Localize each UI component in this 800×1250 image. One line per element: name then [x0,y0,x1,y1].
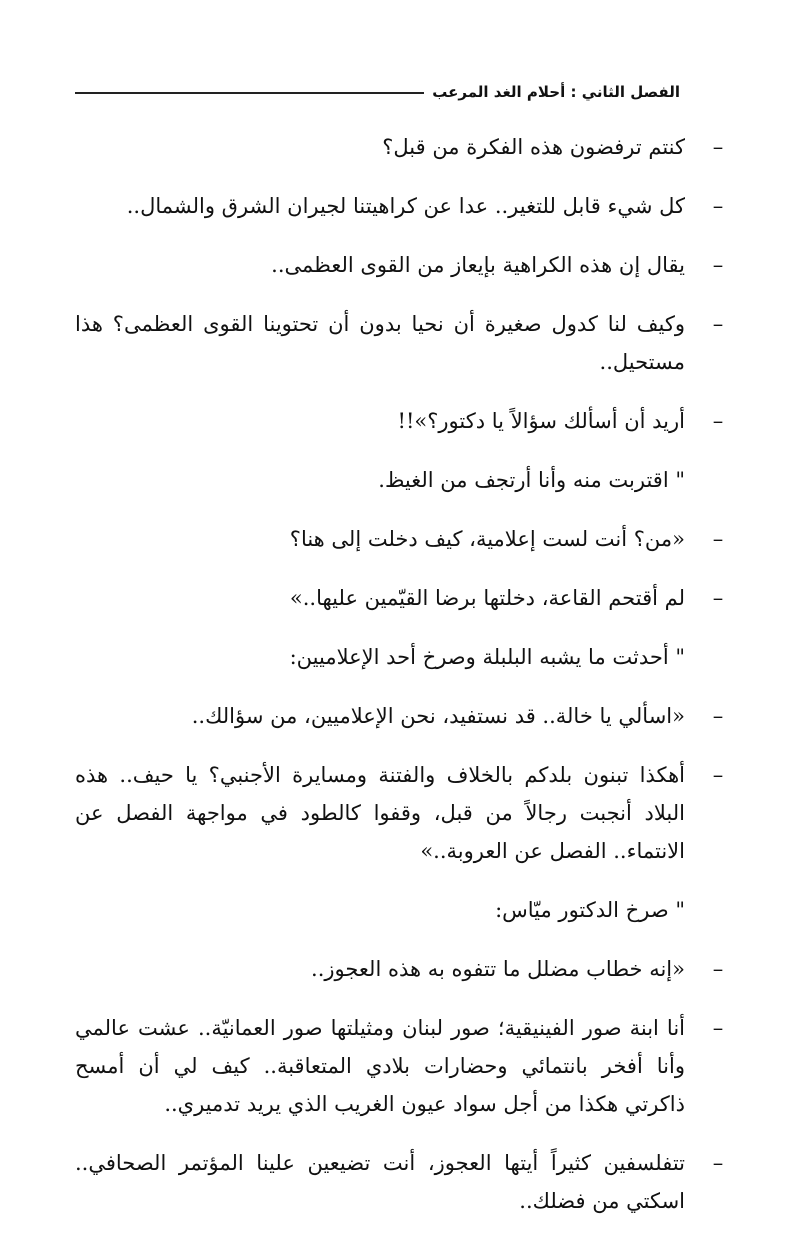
dialogue-line [75,579,725,617]
chapter-title: الفصل الثاني : أحلام الغد المرعب [432,83,680,101]
dialogue-line [75,305,725,381]
dialogue-line [75,1009,725,1123]
line-text: " اقتربت منه وأنا أرتجف من الغيظ. [378,468,685,492]
line-text: لم أقتحم القاعة، دخلتها برضا القيّمين عليها..» [289,586,685,610]
dialogue-dash: – [712,135,724,159]
line-text: " أحدثت ما يشبه البلبلة وصرخ أحد الإعلاميين: [289,645,685,669]
line-text: " صرخ الدكتور ميّاس: [495,898,685,922]
dialogue-dash: – [712,763,724,787]
page-body [75,128,725,1220]
line-text: تتفلسفين كثيراً أيتها العجوز، أنت تضيعين علينا المؤتمر الصحافي.. اسكتي من فضلك.. [75,1151,685,1213]
dialogue-line [75,697,725,735]
line-text: كل شيء قابل للتغير.. عدا عن كراهيتنا لجيران الشرق والشمال.. [126,194,685,218]
dialogue-dash: – [712,527,724,551]
narration-line [75,891,725,929]
line-text: وكيف لنا كدول صغيرة أن نحيا بدون أن تحتوينا القوى العظمى؟ هذا مستحيل.. [75,312,685,374]
dialogue-dash: – [712,586,724,610]
line-text: «اسألي يا خالة.. قد نستفيد، نحن الإعلاميين، من سؤالك.. [191,704,685,728]
line-text: أنا ابنة صور الفينيقية؛ صور لبنان ومثيلتها صور العمانيّة.. عشت عالمي وأنا أفخر بانتمائي وحضارات بلادي المتعاقبة.. كيف لي أن أمسح ذاكرتي هكذا من أجل سواد عيون الغريب الذي يريد تدميري.. [75,1016,686,1116]
dialogue-line [75,1144,725,1220]
dialogue-dash: – [712,409,724,433]
dialogue-dash: – [712,194,724,218]
dialogue-dash: – [712,253,724,277]
dialogue-dash: – [712,312,724,336]
header-rule [75,92,424,94]
line-text: كنتم ترفضون هذه الفكرة من قبل؟ [382,135,685,159]
line-text: أريد أن أسألك سؤالاً يا دكتور؟»!! [397,409,685,433]
line-text: «من؟ أنت لست إعلامية، كيف دخلت إلى هنا؟ [289,527,685,551]
dialogue-dash: – [712,957,724,981]
dialogue-line [75,187,725,225]
dialogue-dash: – [712,1016,724,1040]
dialogue-line [75,756,725,870]
dialogue-line [75,246,725,284]
line-text: يقال إن هذه الكراهية بإيعاز من القوى العظمى.. [271,253,685,277]
dialogue-line [75,402,725,440]
narration-line [75,638,725,676]
dialogue-dash: – [712,1151,724,1175]
dialogue-line [75,950,725,988]
running-header [75,80,680,104]
dialogue-dash: – [712,704,724,728]
dialogue-line [75,128,725,166]
line-text: أهكذا تبنون بلدكم بالخلاف والفتنة ومسايرة الأجنبي؟ يا حيف.. هذه البلاد أنجبت رجالاً من قبل، وقفوا كالطود في مواجهة الفصل عن الانتماء.. الفصل عن العروبة..» [75,763,685,863]
dialogue-line [75,520,725,558]
line-text: «إنه خطاب مضلل ما تتفوه به هذه العجوز.. [311,957,685,981]
narration-line [75,461,725,499]
